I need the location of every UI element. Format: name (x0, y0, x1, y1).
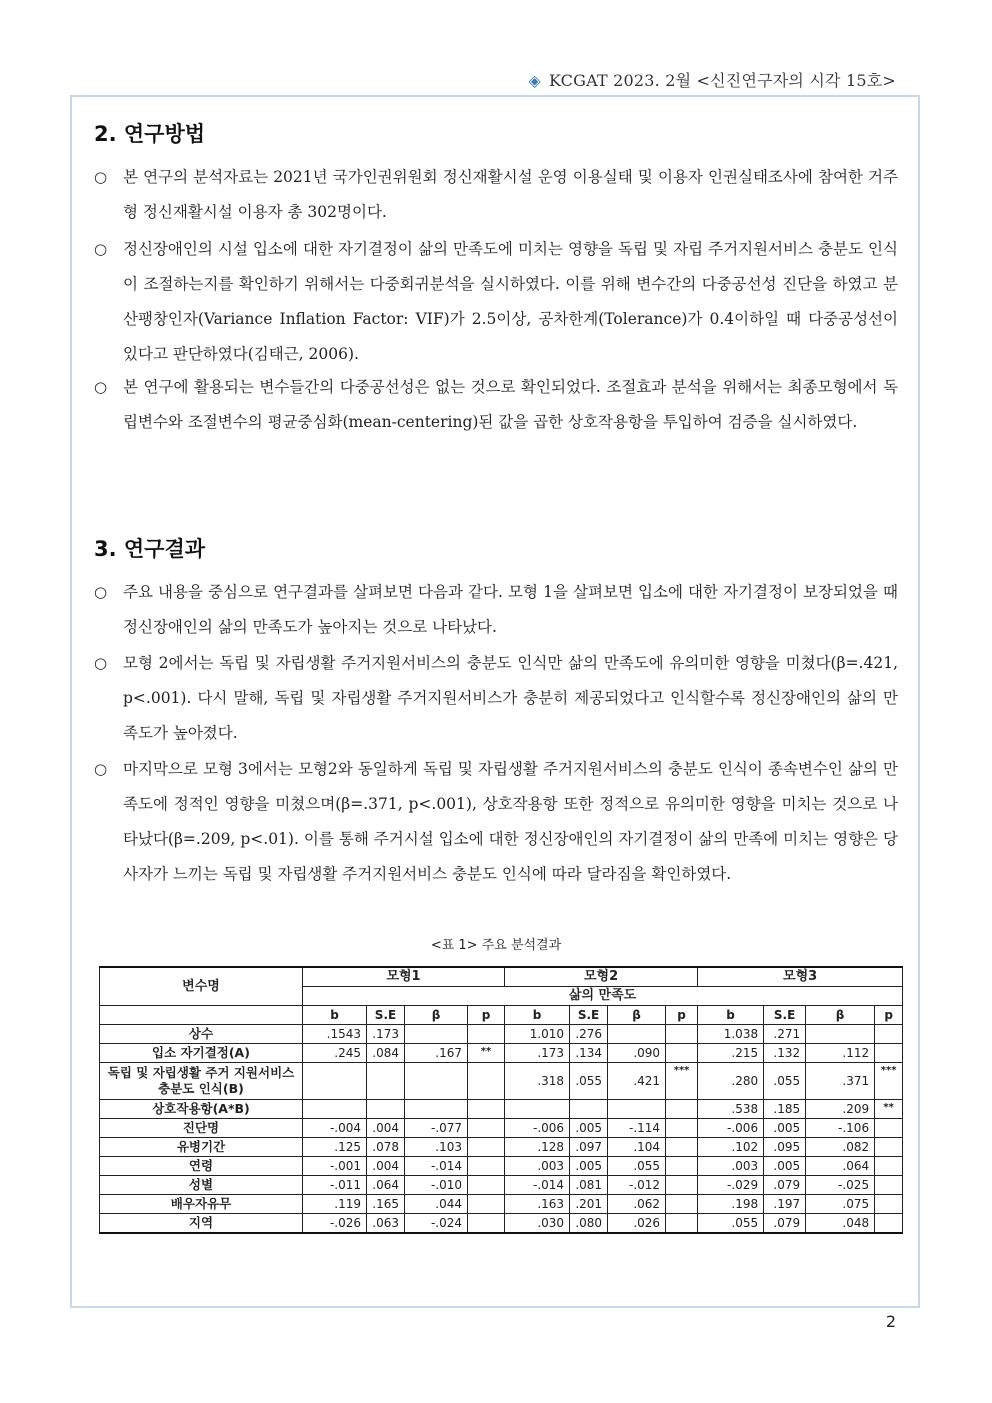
results-table (99, 966, 903, 1234)
value-cell: .128 (505, 1138, 570, 1157)
value-cell: .103 (405, 1138, 468, 1157)
bullet-mark: ○ (94, 583, 108, 601)
significance-cell (875, 1214, 903, 1234)
significance-cell (468, 1100, 505, 1119)
significance-cell (468, 1195, 505, 1214)
value-cell: .005 (764, 1119, 806, 1138)
diamond-icon: ◈ (528, 71, 541, 90)
value-cell: .044 (405, 1195, 468, 1214)
value-cell: .134 (570, 1044, 608, 1063)
bullet-mark: ○ (94, 760, 108, 778)
value-cell: .201 (570, 1195, 608, 1214)
value-cell: .1543 (303, 1025, 367, 1044)
bullet-item (94, 370, 898, 440)
value-cell: .163 (505, 1195, 570, 1214)
value-cell: -.011 (303, 1176, 367, 1195)
value-cell: -.004 (303, 1119, 367, 1138)
value-cell: -.014 (505, 1176, 570, 1195)
value-cell: .005 (764, 1157, 806, 1176)
value-cell: .318 (505, 1063, 570, 1100)
value-cell: .097 (570, 1138, 608, 1157)
col-header: p (666, 1006, 698, 1025)
value-cell: .421 (608, 1063, 666, 1100)
bullet-text: 정신장애인의 시설 입소에 대한 자기결정이 삶의 만족도에 미치는 영향을 독립 및 자립 주거지원서비스 충분도 인식이 조절하는지를 확인하기 위해서는 다중회귀분석을 실시하였다. 이를 위해 변수간의 다중공선성 진단을 하였고 분산팽창인자(Variance Inflation Factor: VIF)가 2.5이상, 공차한계(Tolerance)가 0.4이하일 때 다중공성선이 있다고 판단하였다(김태근, 2006). (123, 240, 898, 363)
value-cell: .090 (608, 1044, 666, 1063)
bullet-item (94, 160, 898, 230)
significance-cell (875, 1025, 903, 1044)
significance-cell (875, 1119, 903, 1138)
col-header: S.E (367, 1006, 405, 1025)
value-cell: .095 (764, 1138, 806, 1157)
col-header: b (303, 1006, 367, 1025)
value-cell: .173 (367, 1025, 405, 1044)
significance-cell (468, 1214, 505, 1234)
significance-cell (666, 1025, 698, 1044)
table-row (100, 1025, 903, 1044)
significance-cell (666, 1044, 698, 1063)
row-label: 성별 (100, 1176, 303, 1195)
section-2-title: 2. 연구방법 (94, 122, 206, 146)
table-row (100, 1176, 903, 1195)
value-cell: .062 (608, 1195, 666, 1214)
value-cell: .004 (367, 1119, 405, 1138)
col-header: b (698, 1006, 764, 1025)
significance-cell (666, 1157, 698, 1176)
value-cell: .280 (698, 1063, 764, 1100)
significance-cell: ** (468, 1044, 505, 1063)
var-header: 변수명 (100, 967, 303, 1006)
bullet-mark: ○ (94, 378, 108, 396)
value-cell (608, 1100, 666, 1119)
significance-cell (666, 1195, 698, 1214)
value-cell: -.025 (806, 1176, 875, 1195)
bullet-item (94, 232, 898, 372)
value-cell: -.106 (806, 1119, 875, 1138)
value-cell: .173 (505, 1044, 570, 1063)
value-cell: .079 (764, 1176, 806, 1195)
bullet-mark: ○ (94, 654, 108, 672)
value-cell: .081 (570, 1176, 608, 1195)
col-header: β (405, 1006, 468, 1025)
value-cell: .198 (698, 1195, 764, 1214)
significance-cell: *** (666, 1063, 698, 1100)
bullet-text: 모형 2에서는 독립 및 자립생활 주거지원서비스의 충분도 인식만 삶의 만족도에 유의미한 영향을 미쳤다(β=.421, p<.001). 다시 말해, 독립 및 자립생활 주거지원서비스가 충분히 제공되었다고 인식할수록 정신장애인의 삶의 만족도가 높아졌다. (123, 654, 898, 742)
value-cell: .371 (806, 1063, 875, 1100)
significance-cell (875, 1176, 903, 1195)
value-cell: .004 (367, 1157, 405, 1176)
value-cell: .082 (806, 1138, 875, 1157)
bullet-text: 본 연구의 분석자료는 2021년 국가인권위원회 정신재활시설 운영 이용실태 및 이용자 인권실태조사에 참여한 거주형 정신재활시설 이용자 총 302명이다. (123, 168, 898, 221)
significance-cell (468, 1176, 505, 1195)
bullet-text: 주요 내용을 중심으로 연구결과를 살펴보면 다음과 같다. 모형 1을 살펴보면 입소에 대한 자기결정이 보장되었을 때 정신장애인의 삶의 만족도가 높아지는 것으로 나타났다. (123, 583, 898, 636)
value-cell: .055 (764, 1063, 806, 1100)
model-header: 모형1 (303, 967, 505, 987)
significance-cell: *** (875, 1063, 903, 1100)
significance-cell (875, 1138, 903, 1157)
table-body (100, 1025, 903, 1234)
col-header: S.E (570, 1006, 608, 1025)
value-cell: -.010 (405, 1176, 468, 1195)
value-cell: -.029 (698, 1176, 764, 1195)
value-cell: 1.010 (505, 1025, 570, 1044)
bullet-item (94, 752, 898, 892)
value-cell (303, 1063, 367, 1100)
value-cell: .276 (570, 1025, 608, 1044)
value-cell: .245 (303, 1044, 367, 1063)
value-cell: .078 (367, 1138, 405, 1157)
significance-cell (875, 1157, 903, 1176)
col-header: b (505, 1006, 570, 1025)
value-cell: .003 (698, 1157, 764, 1176)
value-cell (367, 1063, 405, 1100)
value-cell (367, 1100, 405, 1119)
dependent-header: 삶의 만족도 (303, 987, 903, 1006)
value-cell: .005 (570, 1157, 608, 1176)
value-cell: .055 (698, 1214, 764, 1234)
bullet-mark: ○ (94, 240, 108, 258)
value-cell: -.077 (405, 1119, 468, 1138)
significance-cell (666, 1119, 698, 1138)
significance-cell (666, 1100, 698, 1119)
value-cell (505, 1100, 570, 1119)
value-cell: .005 (570, 1119, 608, 1138)
value-cell: -.001 (303, 1157, 367, 1176)
value-cell: .030 (505, 1214, 570, 1234)
row-label: 입소 자기결정(A) (100, 1044, 303, 1063)
table-row (100, 1100, 903, 1119)
value-cell: -.026 (303, 1214, 367, 1234)
significance-cell (666, 1176, 698, 1195)
model-header: 모형3 (698, 967, 903, 987)
value-cell: -.014 (405, 1157, 468, 1176)
col-header: p (468, 1006, 505, 1025)
col-header: p (875, 1006, 903, 1025)
value-cell: .215 (698, 1044, 764, 1063)
value-cell: .064 (806, 1157, 875, 1176)
value-cell (405, 1025, 468, 1044)
significance-cell (468, 1025, 505, 1044)
value-cell: .165 (367, 1195, 405, 1214)
value-cell: .064 (367, 1176, 405, 1195)
row-label: 독립 및 자립생활 주거 지원서비스충분도 인식(B) (100, 1063, 303, 1100)
value-cell: .055 (570, 1063, 608, 1100)
bullet-mark: ○ (94, 168, 108, 186)
value-cell: .048 (806, 1214, 875, 1234)
col-header: β (608, 1006, 666, 1025)
value-cell: 1.038 (698, 1025, 764, 1044)
value-cell: .084 (367, 1044, 405, 1063)
row-label: 지역 (100, 1214, 303, 1234)
bullet-text: 마지막으로 모형 3에서는 모형2와 동일하게 독립 및 자립생활 주거지원서비스의 충분도 인식이 종속변수인 삶의 만족도에 정적인 영향을 미쳤으며(β=.371, p<.001), 상호작용항 또한 정적으로 유의미한 영향을 미치는 것으로 나타났다(β=.209, p<.01). 이를 통해 주거시설 입소에 대한 정신장애인의 자기결정이 삶의 만족에 미치는 영향은 당사자가 느끼는 독립 및 자립생활 주거지원서비스 충분도 인식에 따라 달라짐을 확인하였다. (123, 760, 898, 883)
value-cell: -.006 (698, 1119, 764, 1138)
value-cell: .104 (608, 1138, 666, 1157)
section-3-title: 3. 연구결과 (94, 537, 206, 561)
value-cell: .003 (505, 1157, 570, 1176)
table-row (100, 1119, 903, 1138)
value-cell: .102 (698, 1138, 764, 1157)
significance-cell (666, 1138, 698, 1157)
row-label: 유병기간 (100, 1138, 303, 1157)
model-header: 모형2 (505, 967, 698, 987)
value-cell: .197 (764, 1195, 806, 1214)
value-cell: .538 (698, 1100, 764, 1119)
value-cell: .079 (764, 1214, 806, 1234)
value-cell: .167 (405, 1044, 468, 1063)
value-cell: .132 (764, 1044, 806, 1063)
value-cell: .112 (806, 1044, 875, 1063)
significance-cell (468, 1063, 505, 1100)
col-header: β (806, 1006, 875, 1025)
row-label: 배우자유무 (100, 1195, 303, 1214)
bullet-item (94, 575, 898, 645)
row-label: 진단명 (100, 1119, 303, 1138)
value-cell: .080 (570, 1214, 608, 1234)
running-header (528, 68, 896, 91)
value-cell (405, 1100, 468, 1119)
row-label: 상수 (100, 1025, 303, 1044)
row-label: 연령 (100, 1157, 303, 1176)
table-row (100, 1063, 903, 1100)
value-cell: .119 (303, 1195, 367, 1214)
bullet-text: 본 연구에 활용되는 변수들간의 다중공선성은 없는 것으로 확인되었다. 조절효과 분석을 위해서는 최종모형에서 독립변수와 조절변수의 평균중심화(mean-centering)된 값을 곱한 상호작용항을 투입하여 검증을 실시하였다. (123, 378, 898, 431)
value-cell: .185 (764, 1100, 806, 1119)
col-header: S.E (764, 1006, 806, 1025)
table-caption: <표 1> 주요 분석결과 (430, 938, 562, 953)
significance-cell (468, 1157, 505, 1176)
table-row (100, 1195, 903, 1214)
table-row (100, 1138, 903, 1157)
value-cell: -.114 (608, 1119, 666, 1138)
significance-cell (875, 1044, 903, 1063)
significance-cell (468, 1138, 505, 1157)
value-cell: -.024 (405, 1214, 468, 1234)
value-cell: .026 (608, 1214, 666, 1234)
value-cell: -.006 (505, 1119, 570, 1138)
value-cell (405, 1063, 468, 1100)
page-number: 2 (885, 1312, 896, 1331)
value-cell: .063 (367, 1214, 405, 1234)
value-cell: .055 (608, 1157, 666, 1176)
significance-cell: ** (875, 1100, 903, 1119)
value-cell: .209 (806, 1100, 875, 1119)
value-cell: .271 (764, 1025, 806, 1044)
table-row (100, 1157, 903, 1176)
value-cell (806, 1025, 875, 1044)
blank-cell (100, 1006, 303, 1025)
value-cell: .125 (303, 1138, 367, 1157)
significance-cell (666, 1214, 698, 1234)
value-cell (303, 1100, 367, 1119)
bullet-item (94, 646, 898, 751)
significance-cell (468, 1119, 505, 1138)
row-label: 상호작용항(A*B) (100, 1100, 303, 1119)
significance-cell (875, 1195, 903, 1214)
value-cell (570, 1100, 608, 1119)
value-cell: -.012 (608, 1176, 666, 1195)
table-row (100, 1214, 903, 1234)
value-cell: .075 (806, 1195, 875, 1214)
table-row (100, 1044, 903, 1063)
value-cell (608, 1025, 666, 1044)
header-text: KCGAT 2023. 2월 <신진연구자의 시각 15호> (548, 71, 896, 90)
